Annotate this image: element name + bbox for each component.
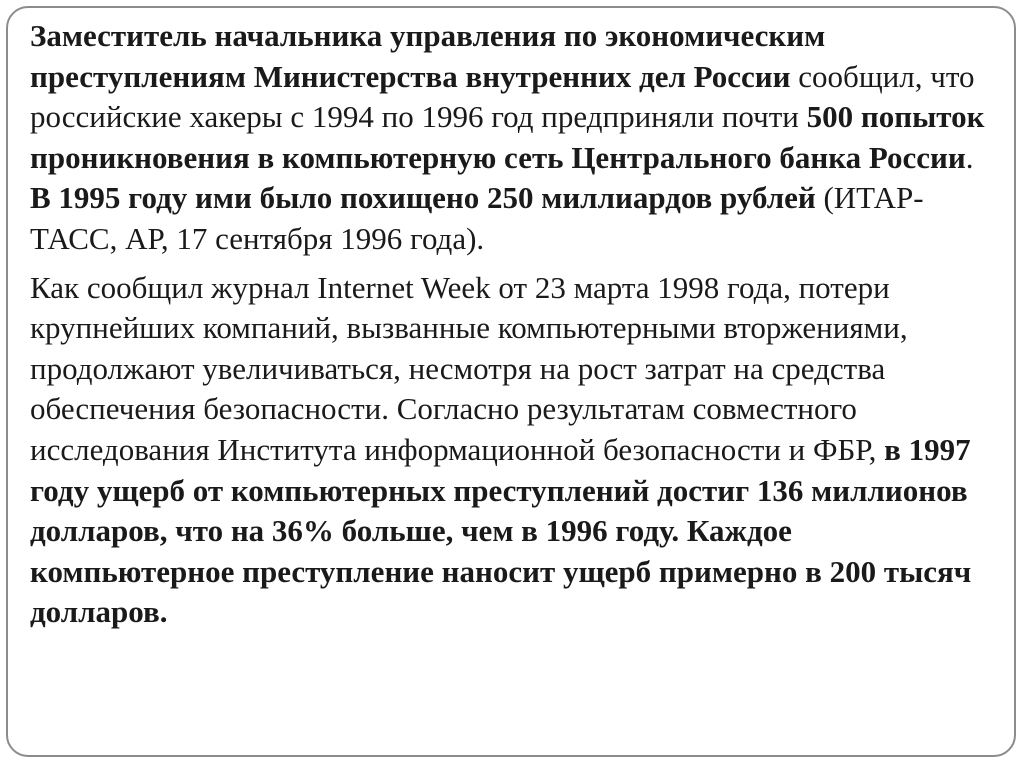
text-run: . xyxy=(965,139,974,175)
text-run: в 1997 году ущерб от компьютерных преступлений достиг 136 миллионов долларов, что на 36% больше, чем в 1996 году. Каждое компьютерное преступление наносит ущерб примерно в 200 тысяч долларов. xyxy=(30,431,972,630)
paragraph-2 xyxy=(30,268,990,633)
text-run: Как сообщил журнал Internet Week от 23 марта 1998 года, потери крупнейших компаний, вызванные компьютерными вторжениями, продолжают увеличиваться, несмотря на рост затрат на средства обеспечения безопасности. Согласно результатам совместного исследования Института информационной безопасности и ФБР, xyxy=(30,269,908,467)
slide-body xyxy=(30,16,990,633)
text-run: (ИТАР-ТАСС, АР, 17 сентября 1996 года). xyxy=(30,180,924,256)
paragraph-1 xyxy=(30,16,990,260)
text-run: Заместитель начальника управления по экономическим преступлениям Министерства внутренних дел России xyxy=(30,18,826,94)
text-run: сообщил, что российские хакеры с 1994 по 1996 год предприняли почти xyxy=(30,58,975,135)
text-run: В 1995 году ими было похищено 250 миллиардов рублей xyxy=(30,180,816,216)
text-run: 500 попыток проникновения в компьютерную сеть Центрального банка России xyxy=(30,99,985,175)
